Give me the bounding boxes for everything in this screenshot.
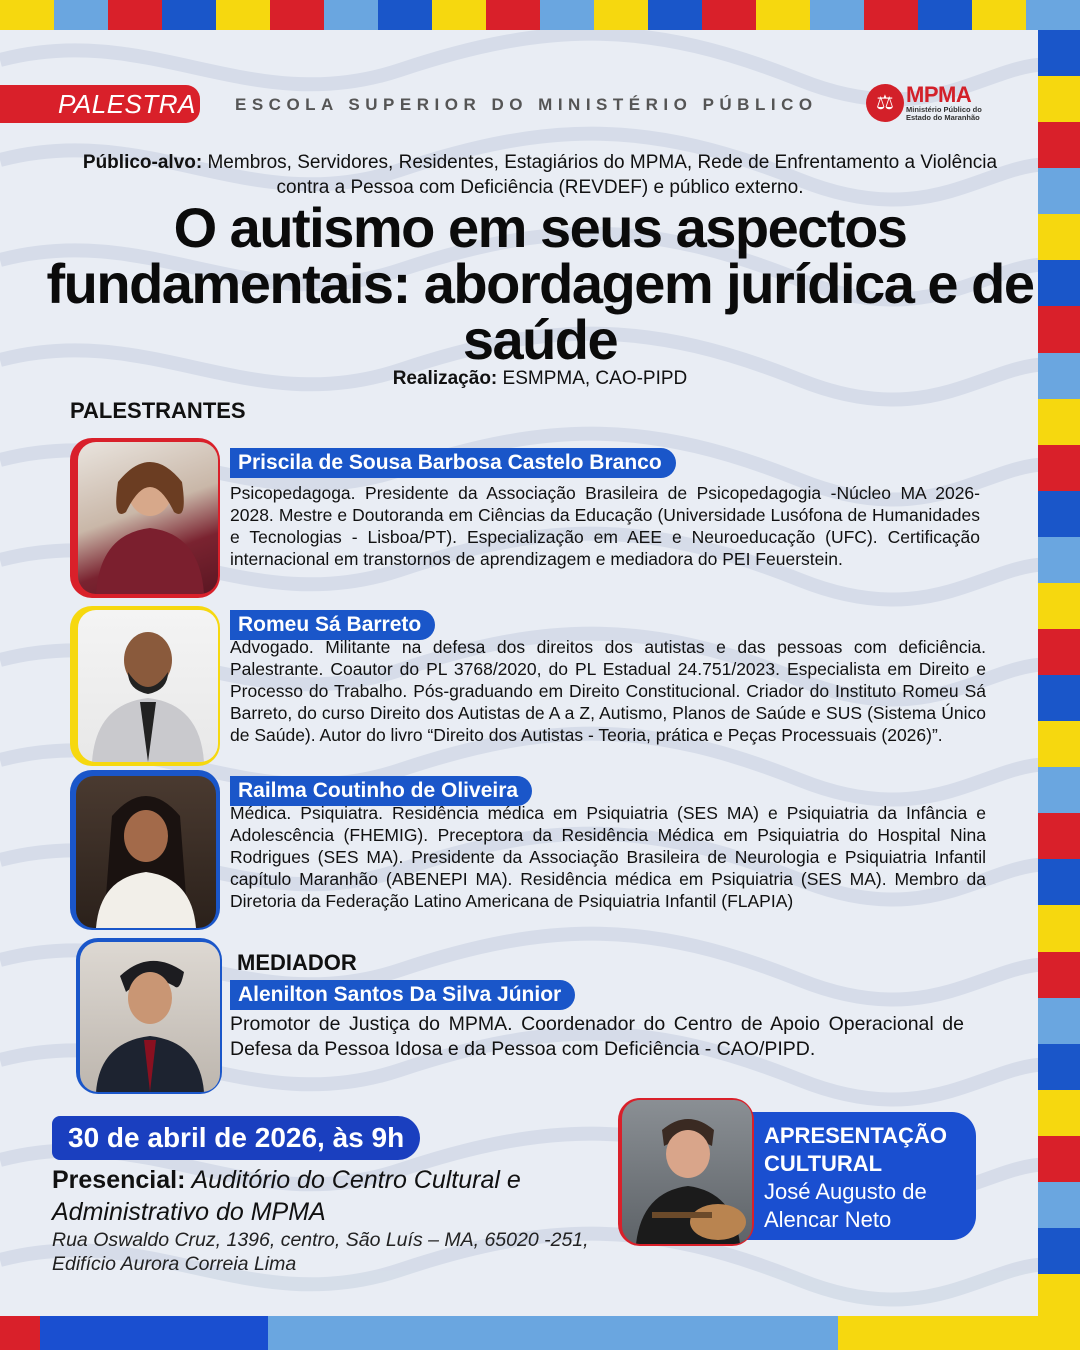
guitarist-icon xyxy=(622,1100,752,1244)
venue-label: Presencial: xyxy=(52,1166,186,1194)
bottom-color-bar xyxy=(0,1316,1080,1350)
speaker-photo-3 xyxy=(76,776,216,928)
speaker-photo-2 xyxy=(78,610,218,762)
realizacao-label: Realização: xyxy=(392,368,498,389)
logo-subtitle: Ministério Público do Estado do Maranhão xyxy=(906,105,982,122)
puzzle-border-top xyxy=(0,0,1080,30)
speaker-bio-1: Psicopedagoga. Presidente da Associação Brasileira de Psicopedagogia -Núcleo MA 2026-2028. Mestre e Doutoranda em Ciências da Educação (Universidade Lusófona de Humanidades e Tecnologias - Lisboa/PT). Especialização em AEE e Neuroeducação (UFC). Certificação internacional em transtornos de aprendizagem e mediadora do PEI Feuerstein. xyxy=(230,483,980,569)
speaker-photo-1 xyxy=(78,442,218,594)
event-date: 30 de abril de 2026, às 9h xyxy=(52,1116,420,1160)
person-silhouette-icon xyxy=(76,776,216,928)
speaker-bio-3: Médica. Psiquiatra. Residência médica em Psiquiatria (SES MA) e Psiquiatria da Infância e Adolescência (FHEMIG). Preceptora da Residência Médica em Psiquiatria do Hospital Nina Rodrigues (SES MA). Presidente da Associação Brasileira de Neurologia e Psiquiatria Infantil capítulo Maranhão (ABENEPI MA). Residência médica em Psiquiatria (SES MA). Membro da Diretoria da Federação Latino Americana de Psiquiatria Infantil (FLAPIA) xyxy=(230,803,986,911)
realizacao xyxy=(0,368,1080,390)
school-name: ESCOLA SUPERIOR DO MINISTÉRIO PÚBLICO xyxy=(235,95,818,114)
realizacao-text: ESMPMA, CAO-PIPD xyxy=(497,368,688,389)
cultural-title: APRESENTAÇÃO CULTURAL xyxy=(764,1123,947,1176)
speaker-name-1: Priscila de Sousa Barbosa Castelo Branco xyxy=(230,448,676,478)
speaker-bio-2: Advogado. Militante na defesa dos direitos dos autistas e das pessoas com deficiência. Palestrante. Coautor do PL 3768/2020, do PL Estadual 24.751/2023. Especialista em Direito e Processo do Trabalho. Pós-graduando em Direito Constitucional. Criador do Instituto Romeu Sá Barreto, do curso Direito dos Autistas de A a Z, Autismo, Planos de Saúde e SUS (Sistema Único de Saúde). Autor do livro “Direito dos Autistas - Teoria, prática e Peças Processuais (2026)”. xyxy=(230,637,986,745)
person-silhouette-icon xyxy=(80,942,220,1092)
person-silhouette-icon xyxy=(78,610,218,762)
mediator-heading: MEDIADOR xyxy=(237,950,357,975)
speaker-name-3: Railma Coutinho de Oliveira xyxy=(230,776,532,806)
event-address: Rua Oswaldo Cruz, 1396, centro, São Luís – MA, 65020 -251, Edifício Aurora Correia Lima xyxy=(52,1229,589,1275)
venue-name: Auditório do Centro Cultural e Administrativo do MPMA xyxy=(52,1166,521,1226)
palestra-tag: PALESTRA xyxy=(0,85,200,123)
person-silhouette-icon xyxy=(78,442,218,594)
mediator-bio: Promotor de Justiça do MPMA. Coordenador do Centro de Apoio Operacional de Defesa da Pessoa Idosa e da Pessoa com Deficiência - CAO/PIPD. xyxy=(230,1013,964,1060)
mediator-photo xyxy=(80,942,220,1092)
mediator-name: Alenilton Santos Da Silva Júnior xyxy=(230,980,575,1010)
mpma-logo xyxy=(866,82,996,126)
event-venue xyxy=(52,1164,592,1228)
audience-text xyxy=(60,150,1020,200)
cultural-box xyxy=(740,1112,976,1240)
cultural-photo xyxy=(622,1100,752,1244)
audience-label: Público-alvo: xyxy=(82,152,203,173)
audience-body: Membros, Servidores, Residentes, Estagiários do MPMA, Rede de Enfrentamento a Violência contra a Pessoa com Deficiência (REVDEF) e público externo. xyxy=(202,152,998,198)
logo-name: MPMA xyxy=(906,82,972,107)
scales-icon: ⚖ xyxy=(866,84,904,122)
event-title: O autismo em seus aspectos fundamentais: abordagem jurídica e de saúde xyxy=(46,196,1034,371)
puzzle-border-right xyxy=(1038,30,1080,1320)
speakers-heading: PALESTRANTES xyxy=(70,398,246,423)
speaker-name-2: Romeu Sá Barreto xyxy=(230,610,435,640)
cultural-name: José Augusto de Alencar Neto xyxy=(764,1179,927,1232)
